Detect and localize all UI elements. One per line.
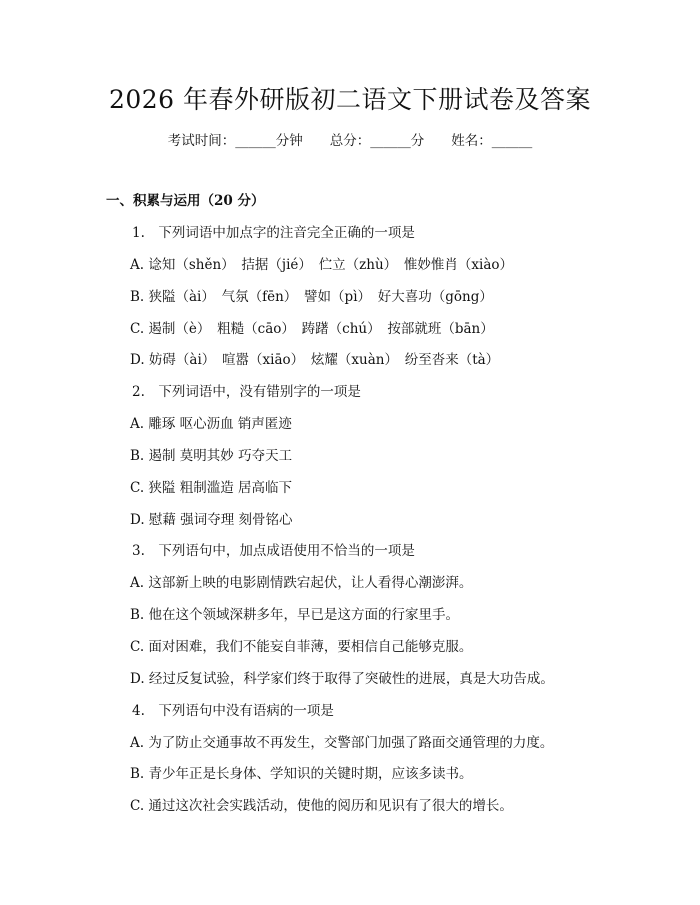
question-stem: 4. 下列语句中没有语病的一项是	[132, 702, 334, 719]
answer-option: C. 通过这次社会实践活动，使他的阅历和见识有了很大的增长。	[130, 798, 513, 815]
answer-option: A. 为了防止交通事故不再发生，交警部门加强了路面交通管理的力度。	[130, 734, 554, 751]
answer-option: A. 雕琢 呕心沥血 销声匿迹	[130, 416, 292, 433]
answer-option: C. 面对困难，我们不能妄自菲薄，要相信自己能够克服。	[130, 638, 473, 655]
question-stem: 1. 下列词语中加点字的注音完全正确的一项是	[132, 225, 415, 241]
answer-option: C. 遏制（è） 粗糙（cāo） 踌躇（chú） 按部就班（bān）	[130, 320, 494, 337]
answer-option: B. 狭隘（ài） 气氛（fēn） 譬如（pì） 好大喜功（gōng）	[130, 288, 493, 305]
section-heading: 一、积累与运用（20 分）	[106, 193, 265, 209]
question-list	[130, 222, 670, 827]
answer-option: A. 这部新上映的电影剧情跌宕起伏，让人看得心潮澎湃。	[130, 575, 473, 592]
answer-option: D. 妨碍（ài） 喧嚣（xiāo） 炫耀（xuàn） 纷至沓来（tà）	[130, 352, 500, 369]
answer-option: D. 慰藉 强词夺理 刻骨铭心	[130, 511, 293, 528]
exam-info-line: 考试时间：______分钟 总分：______分 姓名：______	[167, 133, 533, 149]
page-title: 2026 年春外研版初二语文下册试卷及答案	[108, 85, 592, 114]
answer-option: B. 他在这个领域深耕多年，早已是这方面的行家里手。	[130, 607, 460, 624]
question-stem: 3. 下列语句中，加点成语使用不恰当的一项是	[132, 543, 415, 560]
answer-option: A. 谂知（shěn） 拮据（jié） 伫立（zhù） 惟妙惟肖（xiào）	[130, 256, 513, 273]
answer-option: B. 青少年正是长身体、学知识的关键时期，应该多读书。	[130, 766, 473, 783]
answer-option: C. 狭隘 粗制滥造 居高临下	[130, 479, 293, 496]
answer-option: B. 遏制 莫明其妙 巧夺天工	[130, 447, 293, 464]
answer-option: D. 经过反复试验，科学家们终于取得了突破性的进展，真是大功告成。	[130, 670, 554, 687]
question-stem: 2. 下列词语中，没有错别字的一项是	[132, 384, 361, 401]
